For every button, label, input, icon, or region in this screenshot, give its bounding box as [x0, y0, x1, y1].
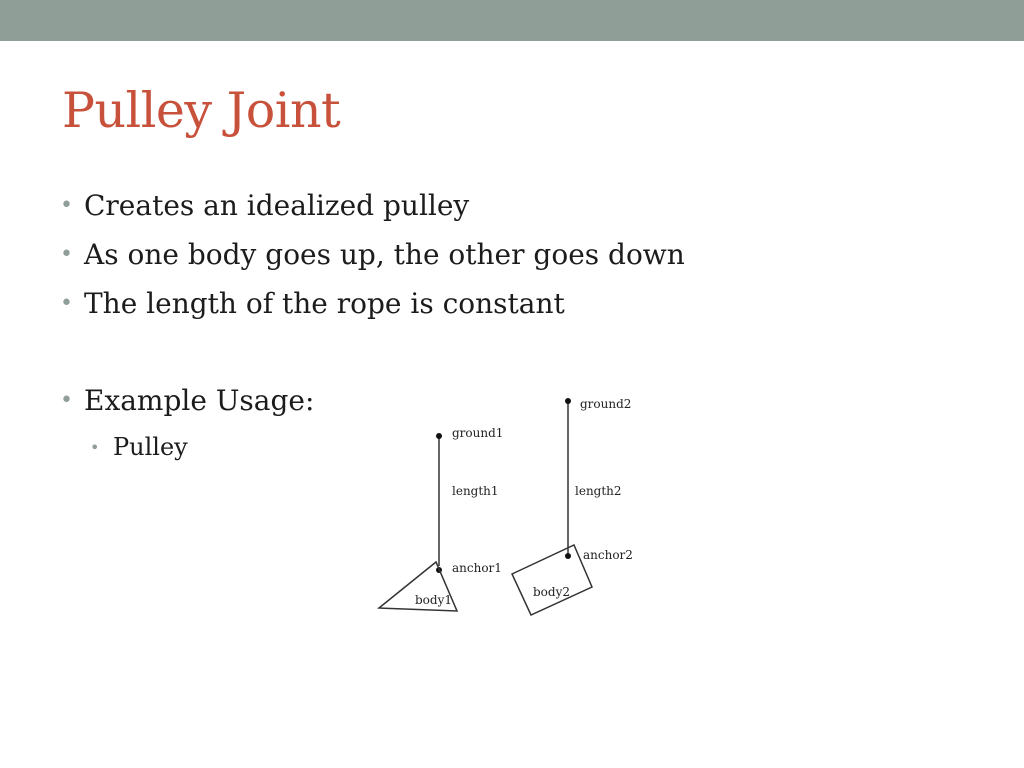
ground1-point	[436, 433, 442, 439]
body2-shape	[512, 545, 592, 615]
body2-label: body2	[533, 585, 571, 599]
ground2-point	[565, 398, 571, 404]
bullet-item: • The length of the rope is constant	[58, 284, 685, 333]
bullet-item: • Creates an idealized pulley	[58, 186, 685, 235]
bullet-item: • Example Usage:	[58, 381, 685, 430]
bullet-item: • As one body goes up, the other goes down	[58, 235, 685, 284]
sub-bullet-item: • Pulley	[88, 430, 188, 464]
ground1-label: ground1	[452, 426, 504, 440]
anchor2-point	[565, 553, 571, 559]
anchor1-label: anchor1	[452, 561, 502, 575]
ground2-label: ground2	[580, 397, 632, 411]
slide-title: Pulley Joint	[62, 82, 341, 139]
body1-label: body1	[415, 593, 453, 607]
anchor2-label: anchor2	[583, 548, 633, 562]
length1-label: length1	[452, 484, 499, 498]
length2-label: length2	[575, 484, 622, 498]
